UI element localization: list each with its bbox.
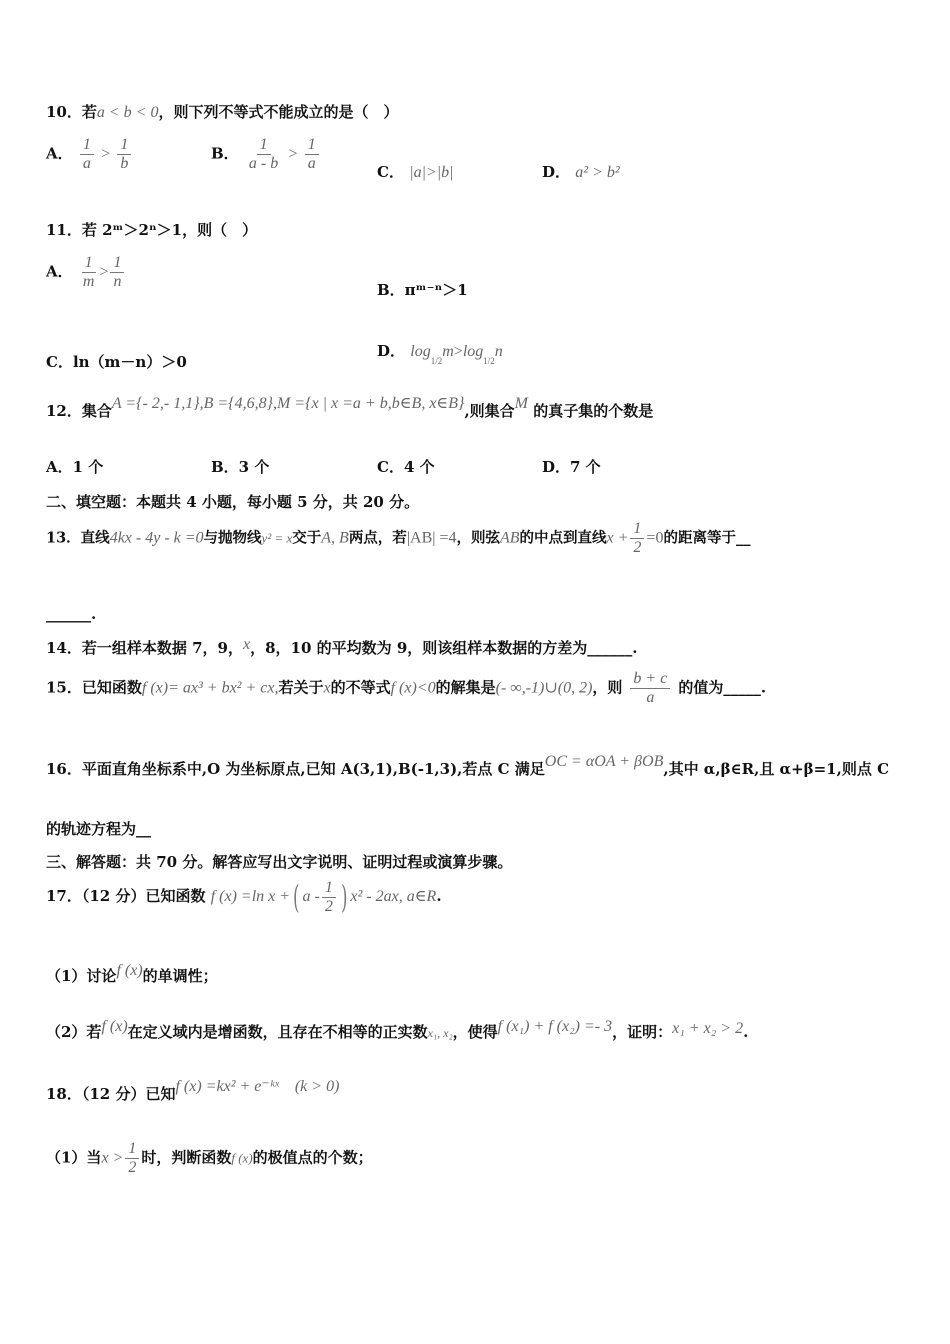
q11-option-a: A． $\frac{1}{m}$ > $\frac{1}{n}$ bbox=[46, 254, 126, 291]
q13-stem: 13．直线4kx - 4y - k =0与抛物线y² = x交于A, B两点，若|AB| =4，则弦AB的中点到直线x + $\frac{1}{2}$ =0的距离等于__ bbox=[46, 520, 751, 556]
q18-stem: 18．（12 分）已知f (x) =kx² + e⁻ᵏˣ (k > 0) bbox=[46, 1078, 340, 1103]
q13-blank-continuation: ______. bbox=[46, 605, 97, 623]
q12-stem: 12．集合A ={- 2,- 1,1},B ={4,6,8},M ={x | x =a + b,b∈B, x∈B},则集合M 的真子集的个数是 bbox=[46, 395, 654, 420]
fraction: $\frac{1}{2}$ bbox=[630, 520, 644, 557]
fraction: $\frac{1}{a}$ bbox=[305, 136, 319, 173]
section-heading-fill-in: 二、填空题：本题共 4 小题，每小题 5 分，共 20 分。 bbox=[46, 493, 420, 511]
q10-condition: a < b < 0 bbox=[96, 104, 159, 121]
section-heading-solutions: 三、解答题：共 70 分。解答应写出文字说明、证明过程或演算步骤。 bbox=[46, 853, 513, 871]
q10-option-d: D． a² > b² bbox=[542, 163, 620, 181]
q11-option-c: C．ln（m－n）＞0 bbox=[46, 353, 187, 371]
q18-part1: （1）当x > $\frac{1}{2}$ 时，判断函数f (x)的极值点的个数； bbox=[46, 1140, 373, 1176]
q12-sets: A ={- 2,- 1,1},B ={4,6,8},M ={x | x =a + b,b∈B, x∈B} bbox=[111, 395, 465, 412]
fraction: $\frac{1}{a}$ bbox=[80, 136, 94, 173]
fraction: $\frac{1}{n}$ bbox=[110, 254, 124, 291]
q16-stem: 16．平面直角坐标系中,O 为坐标原点,已知 A(3,1),B(-1,3),若点 C 满足OC = αOA + βOB,其中 α,β∈R,且 α+β=1,则点 C bbox=[46, 753, 890, 778]
q12-option-d: D．7 个 bbox=[542, 458, 601, 476]
q11-stem: 11．若 2ᵐ＞2ⁿ＞1，则（ ） bbox=[46, 221, 258, 239]
q11-option-b: B．πᵐ⁻ⁿ＞1 bbox=[377, 281, 468, 299]
q12-option-c: C．4 个 bbox=[377, 458, 435, 476]
q16-continuation: 的轨迹方程为__ bbox=[46, 820, 152, 838]
q15-stem: 15．已知函数f (x)= ax³ + bx² + cx,若关于x的不等式f (x)<0的解集是(- ∞,-1)∪(0, 2)，则 $\frac{b + c}{a}$ 的值为_____. bbox=[46, 670, 767, 706]
q10-option-a: A． $\frac{1}{a}$ > $\frac{1}{b}$ bbox=[46, 136, 133, 173]
fraction: $\frac{1}{2}$ bbox=[125, 1140, 139, 1177]
fraction: $\frac{1}{m}$ bbox=[82, 254, 95, 290]
q12-option-b: B．3 个 bbox=[211, 458, 270, 476]
q12-option-a: A．1 个 bbox=[46, 458, 104, 476]
q17-part2: （2）若f (x)在定义域内是增函数，且存在不相等的正实数x₁, x₂，使得f (x₁) + f (x₂) =- 3，证明：x₁ + x₂ > 2. bbox=[46, 1018, 749, 1041]
fraction: $\frac{1}{b}$ bbox=[117, 136, 131, 173]
q10-option-b: B． $\frac{1}{a - b}$ > $\frac{1}{a}$ bbox=[211, 136, 321, 173]
q10-stem: 10．若a < b < 0，则下列不等式不能成立的是（ ） bbox=[46, 103, 399, 121]
q14-stem: 14．若一组样本数据 7，9，x，8，10 的平均数为 9，则该组样本数据的方差为______. bbox=[46, 636, 638, 657]
q17-stem: 17．（12 分）已知函数 f (x) =ln x +( a - $\frac{1}{2}$ ) x² - 2ax, a∈R. bbox=[46, 878, 442, 916]
fraction: $\frac{b + c}{a}$ bbox=[630, 670, 670, 707]
q10-option-c: C． |a|>|b| bbox=[377, 163, 454, 181]
fraction: $\frac{1}{a - b}$ bbox=[248, 136, 279, 172]
q17-part1: （1）讨论f (x)的单调性； bbox=[46, 962, 218, 985]
q11-option-d: D． $\log_{1/2}m>\log_{1/2}n$ bbox=[377, 342, 503, 366]
fraction: $\frac{1}{2}$ bbox=[322, 879, 336, 916]
